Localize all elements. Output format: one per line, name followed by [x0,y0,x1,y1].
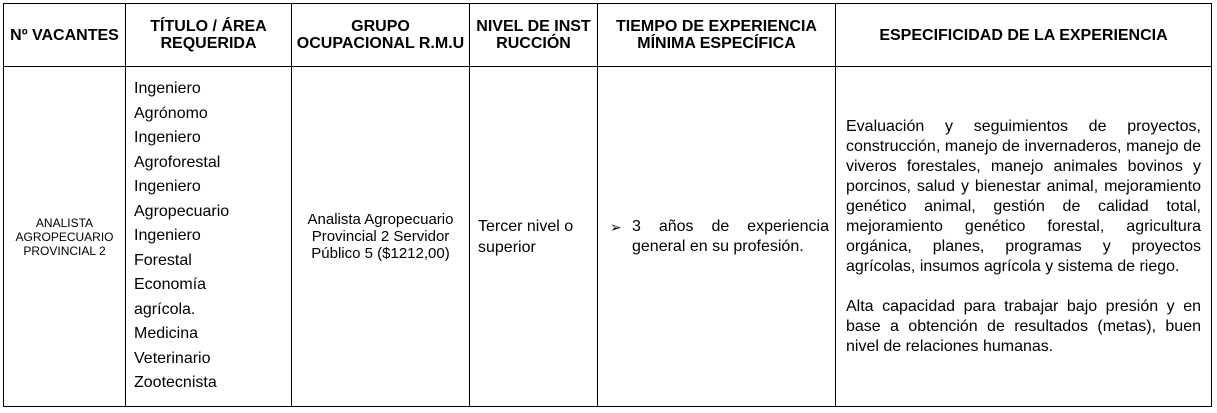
titulo-line: Ingeniero [134,80,201,98]
titulo-line: Veterinario [134,349,211,367]
titulo-line: Forestal [134,251,192,269]
nivel-cell: Tercer nivel o superior [470,67,598,407]
header-row [4,4,1212,67]
header-tiempo: TIEMPO DE EXPERIENCIA MÍNIMA ESPECÍFICA [598,4,836,67]
especificidad-paragraph-1: Evaluación y seguimientos de proyectos, construcción, manejo de invernaderos, manejo de viveros forestales, manejo animales bovinos y porcinos, salud y bienestar animal, mejoramiento genético animal, gestión de calidad total, mejoramiento genético forestal, agricultura orgánica, planes, programas y proyectos agrícolas, insumos agrícola y sistema de riego. [846,117,1201,275]
titulo-line: Agroforestal [134,153,221,171]
header-especificidad: ESPECIFICIDAD DE LA EXPERIENCIA [836,4,1212,67]
requirements-table [3,3,1212,407]
titulo-line: Economía [134,276,207,294]
titulo-line: Ingeniero [134,129,201,147]
titulo-line: Zootecnista [134,374,217,392]
tiempo-text: 3 años de experiencia general en su profesión. [632,217,829,255]
especificidad-cell [836,67,1212,407]
titulos-cell [126,67,292,407]
header-titulo: TÍTULO / ÁREA REQUERIDA [126,4,292,67]
arrow-bullet-icon: ➢ [610,218,622,235]
table-row [4,67,1212,407]
titulo-line: Medicina [134,325,199,343]
especificidad-paragraph-2: Alta capacidad para trabajar bajo presión y en base a obtención de resultados (metas), buen nivel de relaciones humanas. [846,297,1201,355]
titulo-line: Ingeniero [134,178,201,196]
titulo-line: Agropecuario [134,202,230,220]
tiempo-cell [598,67,836,407]
bullet-item [610,217,829,257]
grupo-cell: Analista Agropecuario Provincial 2 Servidor Público 5 ($1212,00) [292,67,470,407]
titulo-line: Ingeniero [134,227,201,245]
header-grupo: GRUPO OCUPACIONAL R.M.U [292,4,470,67]
titulo-line: Agrónomo [134,104,208,122]
header-vacantes: Nº VACANTES [4,4,126,67]
titulo-line: agrícola. [134,300,196,318]
vacante-cell: ANALISTA AGROPECUARIO PROVINCIAL 2 [4,67,126,407]
header-nivel: NIVEL DE INSTRUCCIÓN [470,4,598,67]
